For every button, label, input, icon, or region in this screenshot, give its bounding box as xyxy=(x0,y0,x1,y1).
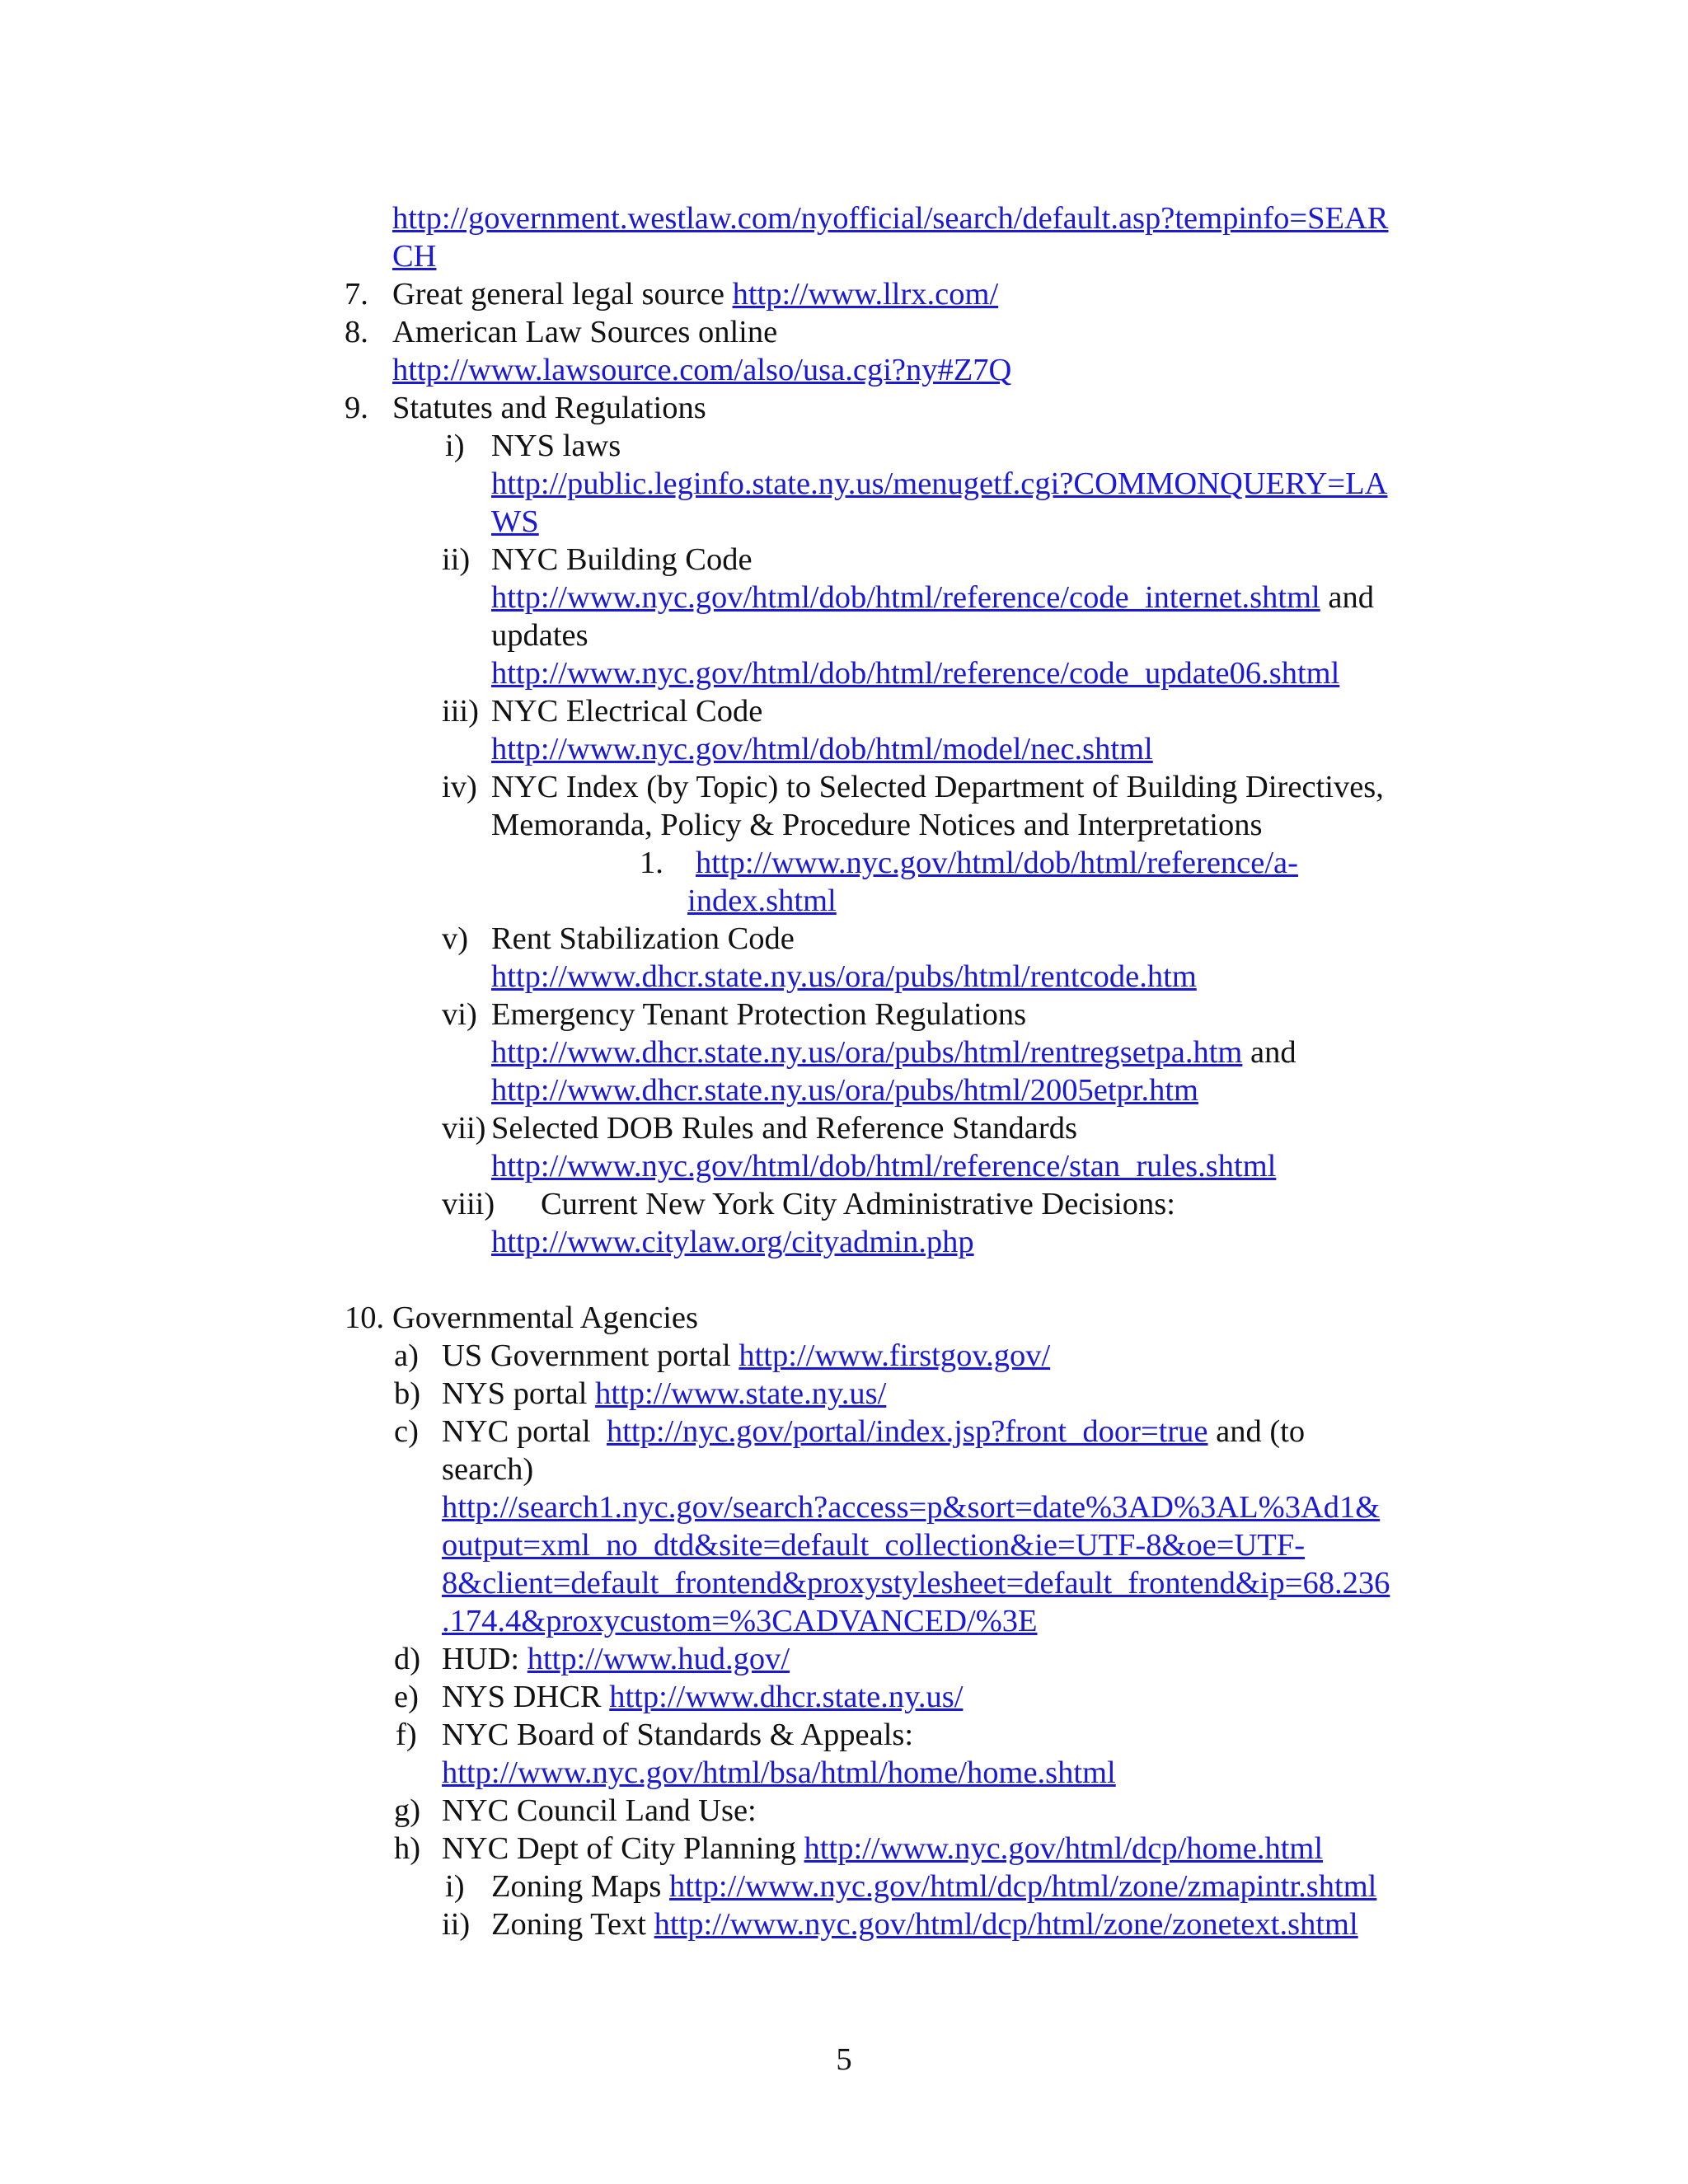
zoning-maps-link[interactable]: http://www.nyc.gov/html/dcp/html/zone/zmapintr.shtml xyxy=(669,1869,1377,1904)
doc-line xyxy=(392,275,998,313)
llrx-link[interactable]: http://www.llrx.com/ xyxy=(732,277,999,312)
doc-line xyxy=(442,1375,886,1413)
nys-portal-link[interactable]: http://www.state.ny.us/ xyxy=(595,1376,887,1411)
code-update-link[interactable]: http://www.nyc.gov/html/dob/html/reference/code_update06.shtml xyxy=(491,656,1340,691)
doc-line: Statutes and Regulations xyxy=(392,391,706,425)
item-text: Zoning Text xyxy=(491,1907,654,1942)
sub-list-marker: f) xyxy=(396,1718,417,1752)
sub-list-marker: iii) xyxy=(442,694,479,729)
sub-list-marker: ii) xyxy=(442,542,471,577)
doc-line: NYC Council Land Use: xyxy=(442,1793,757,1828)
item-text: and xyxy=(1320,580,1374,615)
nyc-search-link-cont[interactable]: .174.4&proxycustom=%3CADVANCED/%3E xyxy=(442,1604,1038,1638)
doc-line xyxy=(491,1033,1296,1071)
doc-line xyxy=(491,1147,1276,1185)
dob-index-link-cont[interactable]: index.shtml xyxy=(687,883,837,918)
doc-line xyxy=(442,1754,1116,1792)
list-number: 8. xyxy=(345,315,368,349)
sub-list-marker: vii) xyxy=(442,1111,486,1146)
nyc-search-link[interactable]: http://search1.nyc.gov/search?access=p&sort=date%3AD%3AL%3Ad1& xyxy=(442,1490,1381,1525)
building-code-link[interactable]: http://www.nyc.gov/html/dob/html/reference/code_internet.shtml xyxy=(491,580,1320,615)
dob-index-link[interactable]: http://www.nyc.gov/html/dob/html/reference/a- xyxy=(696,846,1298,880)
doc-line: NYC Electrical Code xyxy=(491,694,763,729)
doc-line xyxy=(442,1337,1050,1375)
doc-line xyxy=(442,1488,1380,1526)
sub-list-marker: v) xyxy=(442,921,469,956)
item-text: NYS portal xyxy=(442,1376,596,1411)
doc-line xyxy=(442,1526,1305,1564)
doc-line xyxy=(442,1678,963,1716)
nyc-search-link-cont[interactable]: output=xml_no_dtd&site=default_collection&ie=UTF-8&oe=UTF- xyxy=(442,1528,1306,1563)
westlaw-link-cont[interactable]: CH xyxy=(392,239,437,274)
doc-line: updates xyxy=(491,618,588,653)
sub-list-marker: d) xyxy=(394,1642,421,1676)
bsa-link[interactable]: http://www.nyc.gov/html/bsa/html/home/home.shtml xyxy=(442,1755,1116,1790)
list-number: 7. xyxy=(345,277,368,312)
sub-list-marker: h) xyxy=(394,1831,421,1866)
electrical-code-link[interactable]: http://www.nyc.gov/html/dob/html/model/nec.shtml xyxy=(491,732,1153,766)
doc-line xyxy=(442,1602,1038,1640)
item-text: US Government portal xyxy=(442,1338,739,1373)
dcp-link[interactable]: http://www.nyc.gov/html/dcp/home.html xyxy=(804,1831,1324,1866)
doc-line xyxy=(491,958,1197,996)
zoning-text-link[interactable]: http://www.nyc.gov/html/dcp/html/zone/zonetext.shtml xyxy=(654,1907,1358,1942)
doc-line xyxy=(392,199,1388,237)
item-text: NYC Dept of City Planning xyxy=(442,1831,804,1866)
doc-line: NYC Building Code xyxy=(491,542,753,577)
doc-line: American Law Sources online xyxy=(392,315,778,349)
doc-line xyxy=(491,1905,1358,1943)
doc-line xyxy=(491,1868,1376,1905)
sub-list-marker: viii) xyxy=(442,1187,495,1221)
doc-line xyxy=(696,844,1298,882)
sub-list-marker: iv) xyxy=(442,770,477,804)
doc-line xyxy=(392,237,436,275)
etpr-link[interactable]: http://www.dhcr.state.ny.us/ora/pubs/html/2005etpr.htm xyxy=(491,1073,1198,1108)
doc-line: NYC Board of Standards & Appeals: xyxy=(442,1718,914,1752)
doc-line xyxy=(491,465,1387,503)
doc-line: Memoranda, Policy & Procedure Notices and Interpretations xyxy=(491,808,1263,842)
nyc-portal-link[interactable]: http://nyc.gov/portal/index.jsp?front_door=true xyxy=(606,1414,1208,1449)
list-number: 10. xyxy=(345,1301,385,1335)
item-text: and (to xyxy=(1207,1414,1306,1449)
item-text: Zoning Maps xyxy=(491,1869,670,1904)
dhcr-link[interactable]: http://www.dhcr.state.ny.us/ xyxy=(609,1680,964,1714)
sub-list-marker: vi) xyxy=(442,997,477,1032)
doc-line: NYS laws xyxy=(491,429,621,463)
doc-line xyxy=(491,503,539,541)
doc-line: search) xyxy=(442,1452,534,1487)
sub-list-marker: c) xyxy=(394,1414,419,1449)
stan-rules-link[interactable]: http://www.nyc.gov/html/dob/html/reference/stan_rules.shtml xyxy=(491,1149,1277,1183)
doc-line xyxy=(491,730,1153,768)
sub-list-marker: b) xyxy=(394,1376,421,1411)
doc-line: Selected DOB Rules and Reference Standards xyxy=(491,1111,1077,1146)
item-text: and xyxy=(1242,1035,1296,1070)
item-text: Great general legal source xyxy=(392,277,733,312)
citylaw-link[interactable]: http://www.citylaw.org/cityadmin.php xyxy=(491,1225,974,1259)
doc-line: NYC Index (by Topic) to Selected Department of Building Directives, xyxy=(491,770,1384,804)
sub-list-marker: g) xyxy=(394,1793,421,1828)
nys-laws-link-cont[interactable]: WS xyxy=(491,504,539,539)
sub-list-marker: ii) xyxy=(442,1907,471,1942)
doc-line: Rent Stabilization Code xyxy=(491,921,795,956)
doc-line xyxy=(442,1413,1305,1451)
lawsource-link[interactable]: http://www.lawsource.com/also/usa.cgi?ny#Z7Q xyxy=(392,353,1012,387)
doc-line: Emergency Tenant Protection Regulations xyxy=(491,997,1027,1032)
item-text: HUD: xyxy=(442,1642,528,1676)
doc-line xyxy=(442,1564,1390,1602)
doc-line xyxy=(491,1071,1198,1109)
page-number: 5 xyxy=(836,2042,852,2077)
sub-list-marker: i) xyxy=(445,1869,465,1904)
doc-line xyxy=(392,351,1011,389)
sub-list-marker: a) xyxy=(394,1338,419,1373)
doc-line xyxy=(442,1640,790,1678)
list-number: 1. xyxy=(640,846,663,880)
sub-list-marker: i) xyxy=(445,429,465,463)
doc-line xyxy=(687,882,837,920)
sub-list-marker: e) xyxy=(394,1680,419,1714)
doc-line: Governmental Agencies xyxy=(392,1301,698,1335)
rent-code-link[interactable]: http://www.dhcr.state.ny.us/ora/pubs/html/rentcode.htm xyxy=(491,959,1197,994)
nys-laws-link[interactable]: http://public.leginfo.state.ny.us/menugetf.cgi?COMMONQUERY=LA xyxy=(491,466,1388,501)
hud-link[interactable]: http://www.hud.gov/ xyxy=(527,1642,790,1676)
list-number: 9. xyxy=(345,391,368,425)
etpa-link[interactable]: http://www.dhcr.state.ny.us/ora/pubs/html/rentregsetpa.htm xyxy=(491,1035,1243,1070)
doc-line xyxy=(491,654,1339,692)
firstgov-link[interactable]: http://www.firstgov.gov/ xyxy=(738,1338,1051,1373)
doc-line xyxy=(491,579,1374,616)
nyc-search-link-cont[interactable]: 8&client=default_frontend&proxystylesheet=default_frontend&ip=68.236 xyxy=(442,1566,1390,1601)
item-text: NYS DHCR xyxy=(442,1680,610,1714)
doc-line xyxy=(491,1223,974,1261)
doc-line xyxy=(442,1830,1323,1868)
westlaw-link[interactable]: http://government.westlaw.com/nyofficial/search/default.asp?tempinfo=SEAR xyxy=(392,201,1389,236)
item-text: NYC portal xyxy=(442,1414,607,1449)
doc-line: Current New York City Administrative Decisions: xyxy=(541,1187,1175,1221)
